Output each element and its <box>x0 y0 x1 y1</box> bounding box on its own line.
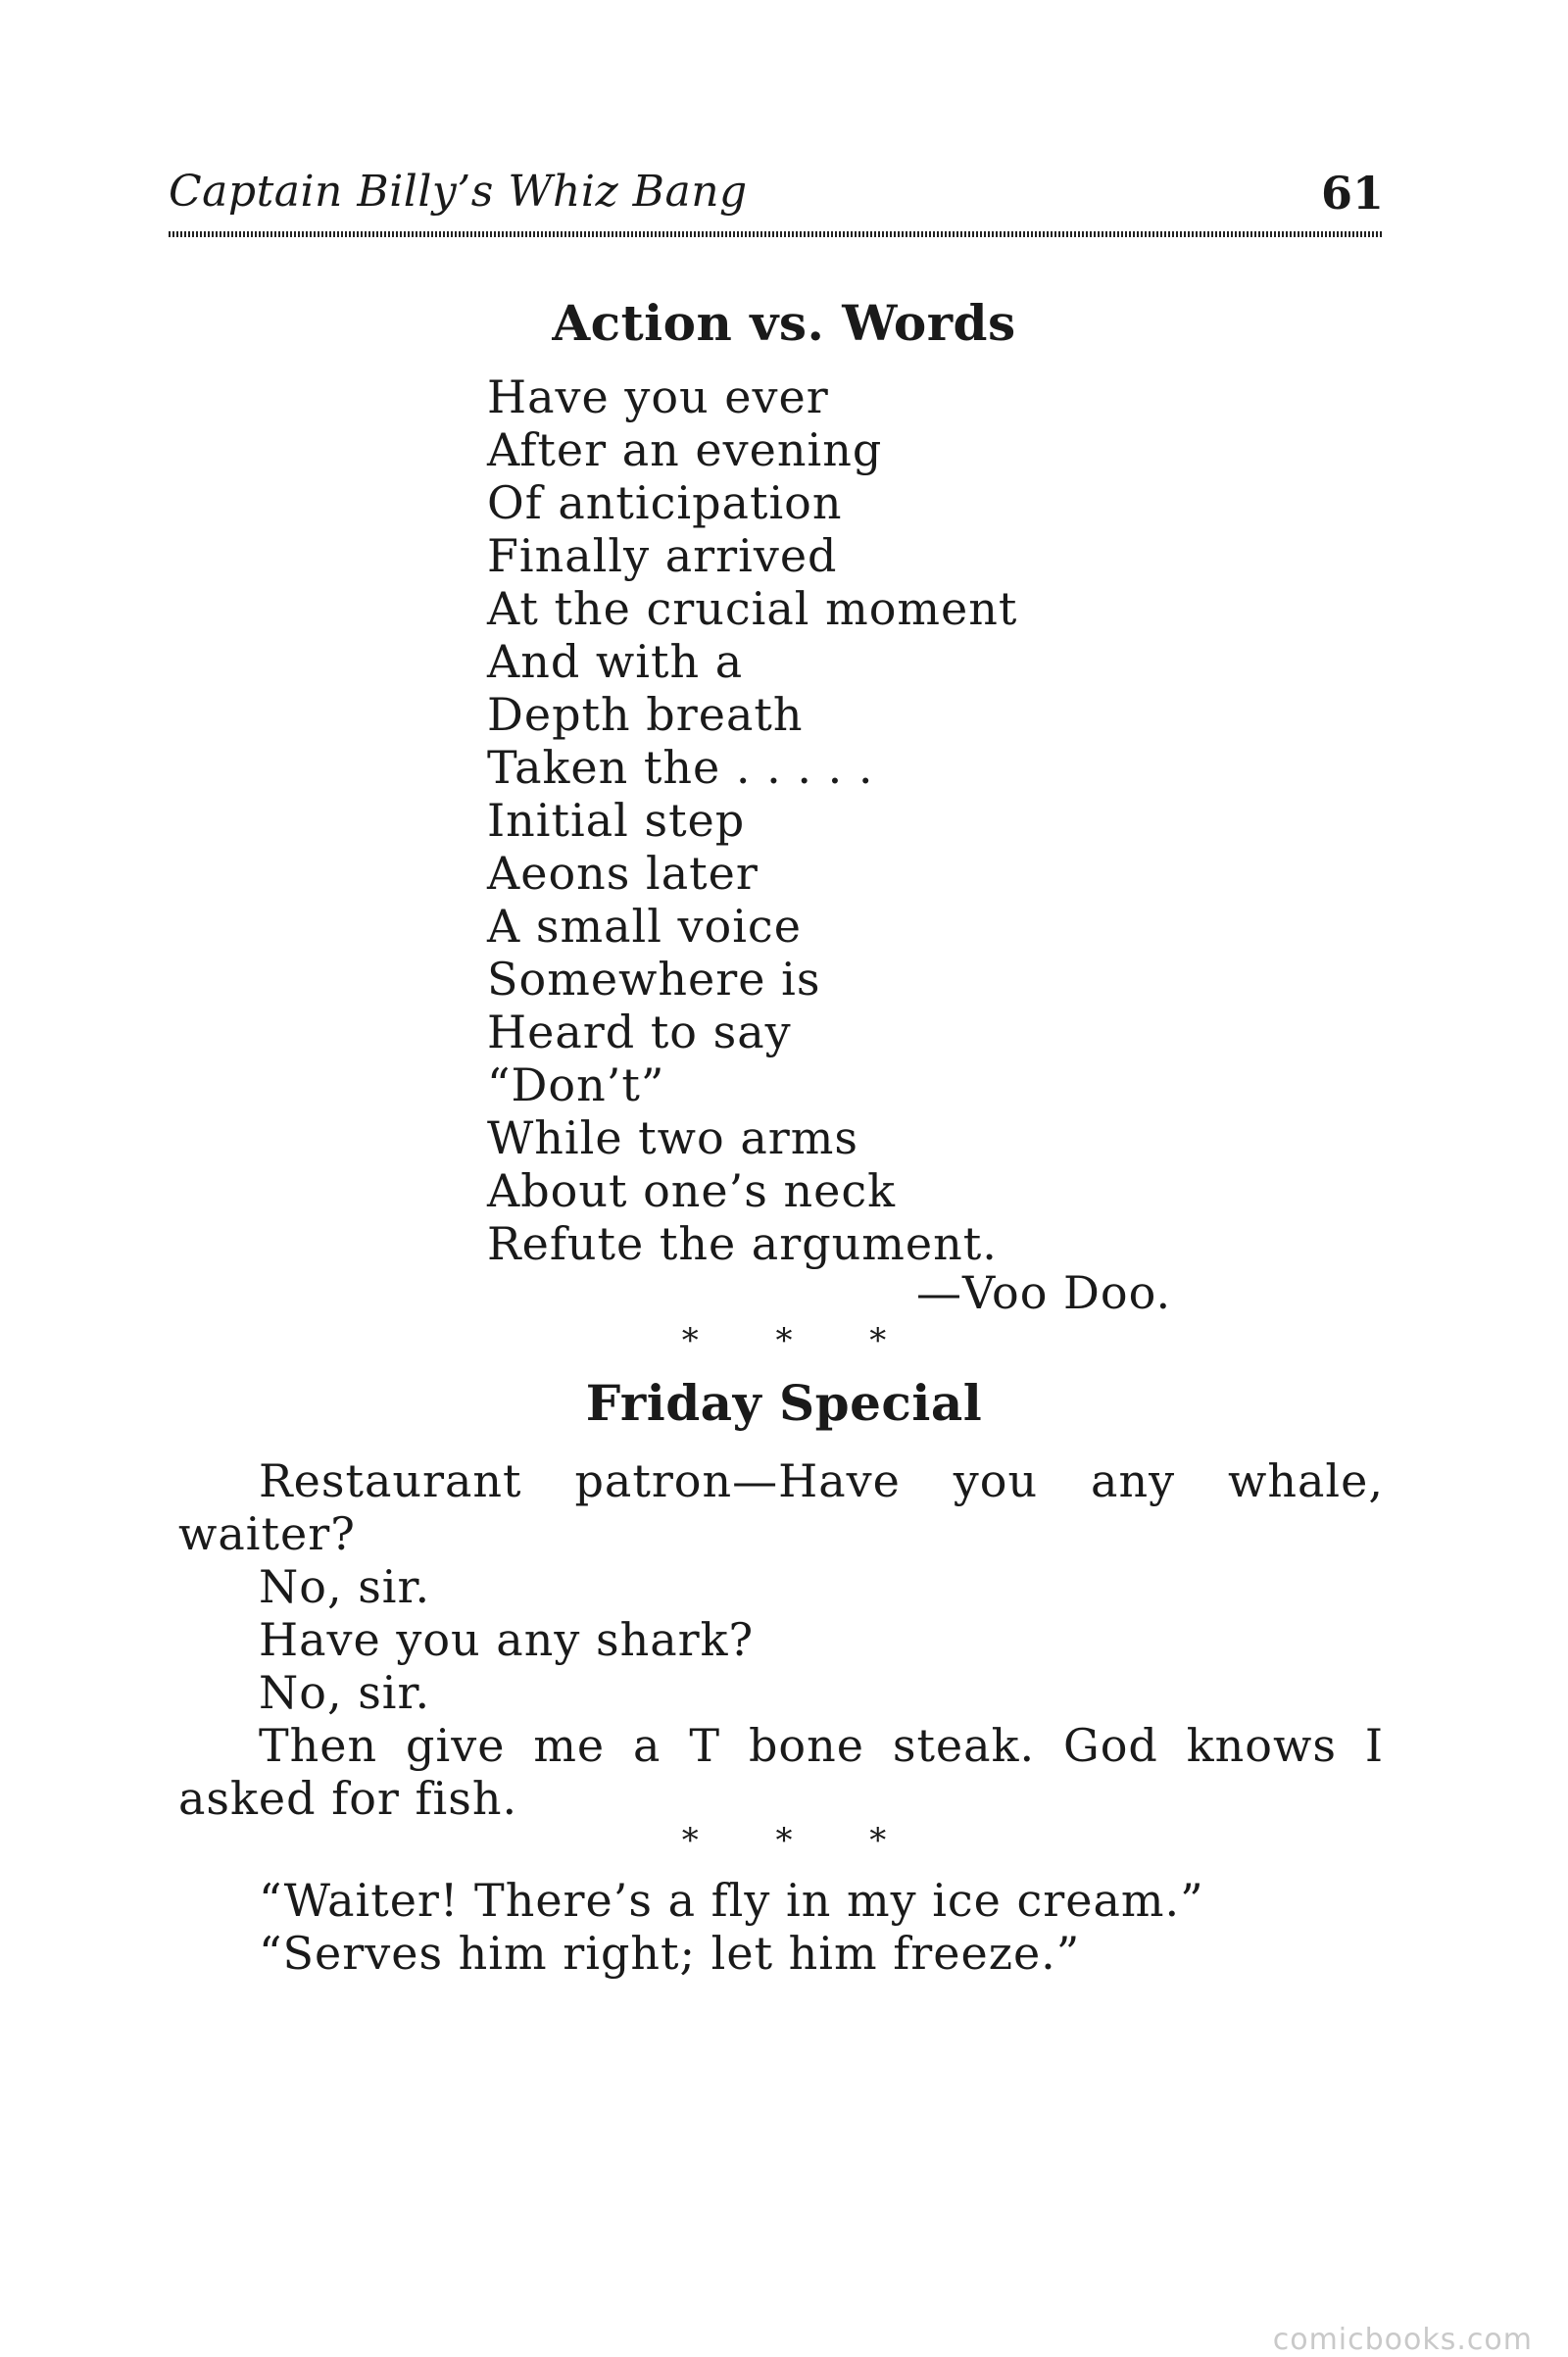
poem-line: A small voice <box>487 900 802 953</box>
watermark: comicbooks.com <box>1272 2323 1533 2357</box>
poem-line: Finally arrived <box>487 529 838 582</box>
poem-line: “Don’t” <box>487 1058 665 1111</box>
poem-body <box>487 370 1017 1270</box>
poem-title: Action vs. Words <box>552 294 1016 352</box>
poem-attribution: —Voo Doo. <box>916 1266 1172 1319</box>
poem-line: Of anticipation <box>487 476 843 529</box>
joke-paragraph: Then give me a T bone steak. God knows I asked for fish. <box>178 1719 1384 1825</box>
poem-line: After an evening <box>487 423 883 476</box>
poem-line: Aeons later <box>487 847 759 900</box>
poem-line: While two arms <box>487 1111 858 1164</box>
joke-paragraph: No, sir. <box>259 1560 431 1613</box>
poem-line: Heard to say <box>487 1006 792 1058</box>
poem-line: About one’s neck <box>487 1164 896 1217</box>
joke-paragraph: Restaurant patron—Have you any whale, waiter? <box>178 1454 1384 1560</box>
joke-paragraph: “Serves him right; let him freeze.” <box>259 1927 1081 1980</box>
running-head <box>169 167 1384 235</box>
header-rule <box>169 231 1384 237</box>
joke-ice-cream <box>178 1874 1384 1980</box>
poem-line: Refute the argument. <box>487 1217 998 1270</box>
section-separator: * * * <box>681 1321 920 1360</box>
poem-line: Taken the . . . . . <box>487 741 874 794</box>
poem-line: At the crucial moment <box>487 582 1018 635</box>
page-number: 61 <box>1320 167 1384 220</box>
joke-title-friday-special: Friday Special <box>585 1374 983 1432</box>
joke-friday-special <box>178 1454 1384 1825</box>
running-title: Captain Billy’s Whiz Bang <box>169 167 748 217</box>
poem-line: Initial step <box>487 794 746 847</box>
poem-line: Depth breath <box>487 688 804 741</box>
joke-paragraph: “Waiter! There’s a fly in my ice cream.” <box>259 1874 1204 1927</box>
poem-line: Somewhere is <box>487 953 821 1006</box>
joke-paragraph: Have you any shark? <box>259 1613 755 1666</box>
section-separator: * * * <box>681 1821 920 1860</box>
poem-line: And with a <box>487 635 744 688</box>
joke-paragraph: No, sir. <box>259 1666 431 1719</box>
poem-line: Have you ever <box>487 370 829 423</box>
